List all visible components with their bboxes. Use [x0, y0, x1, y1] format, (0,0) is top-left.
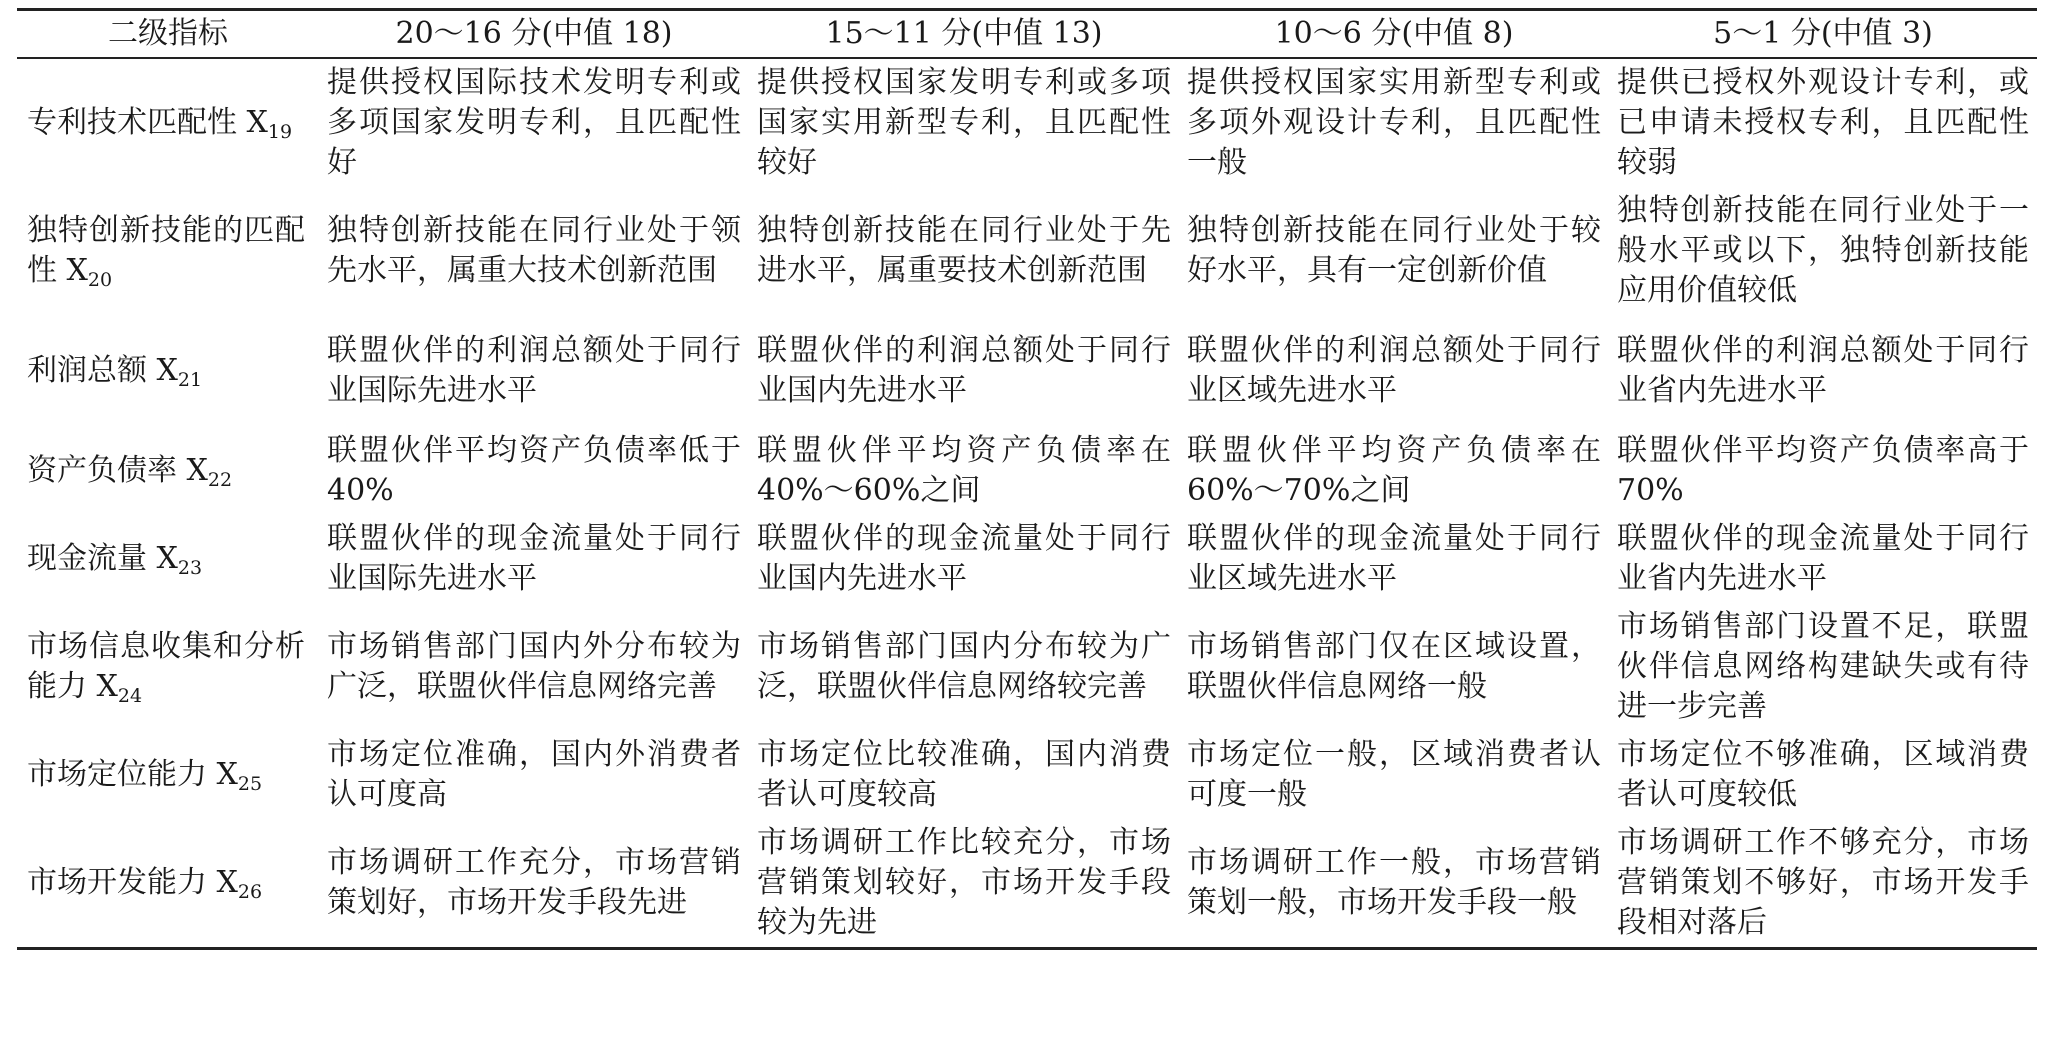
table-row	[17, 315, 2037, 427]
indicator-subscript: 26	[237, 881, 263, 903]
evaluation-table-container	[17, 8, 2037, 950]
table-row	[17, 427, 2037, 515]
table-row	[17, 58, 2037, 187]
table-row	[17, 187, 2037, 315]
indicator-cell	[17, 603, 319, 731]
indicator-cell	[17, 731, 319, 819]
criteria-cell: 市场调研工作充分，市场营销策划好，市场开发手段先进	[327, 845, 741, 920]
table-row	[17, 731, 2037, 819]
criteria-cell: 市场销售部门仅在区域设置，联盟伙伴信息网络一般	[1187, 629, 1601, 704]
table-row	[17, 819, 2037, 949]
indicator-label: 市场定位能力 X	[27, 757, 238, 792]
indicator-label: 市场开发能力 X	[27, 865, 238, 900]
criteria-cell: 提供授权国际技术发明专利或多项国家发明专利，且匹配性好	[327, 65, 741, 180]
criteria-cell: 市场调研工作比较充分，市场营销策划较好，市场开发手段较为先进	[757, 825, 1171, 940]
table-body	[17, 58, 2037, 949]
criteria-cell: 市场定位比较准确，国内消费者认可度较高	[757, 737, 1171, 812]
indicator-label: 利润总额 X	[27, 353, 178, 388]
criteria-cell: 联盟伙伴的利润总额处于同行业区域先进水平	[1187, 333, 1601, 408]
criteria-cell: 独特创新技能在同行业处于先进水平，属重要技术创新范围	[757, 213, 1171, 288]
criteria-cell: 联盟伙伴的现金流量处于同行业省内先进水平	[1617, 521, 2029, 596]
indicator-subscript: 25	[237, 773, 263, 795]
criteria-cell: 联盟伙伴的现金流量处于同行业国内先进水平	[757, 521, 1171, 596]
criteria-cell: 市场调研工作一般，市场营销策划一般，市场开发手段一般	[1187, 845, 1601, 920]
table-row	[17, 515, 2037, 603]
criteria-cell: 市场销售部门设置不足，联盟伙伴信息网络构建缺失或有待进一步完善	[1617, 609, 2029, 724]
indicator-cell	[17, 515, 319, 603]
indicator-label: 现金流量 X	[27, 541, 178, 576]
criteria-cell: 联盟伙伴平均资产负债率在 40%～60%之间	[757, 433, 1171, 508]
header-score-20-16: 20～16 分(中值 18)	[395, 16, 673, 51]
criteria-cell: 联盟伙伴平均资产负债率高于 70%	[1617, 433, 2029, 508]
criteria-cell: 联盟伙伴的利润总额处于同行业国内先进水平	[757, 333, 1171, 408]
indicator-subscript: 22	[207, 469, 233, 491]
header-score-5-1: 5～1 分(中值 3)	[1713, 16, 1933, 51]
indicator-subscript: 21	[177, 369, 203, 391]
criteria-cell: 提供授权国家实用新型专利或多项外观设计专利，且匹配性一般	[1187, 65, 1601, 180]
criteria-cell: 市场定位准确，国内外消费者认可度高	[327, 737, 741, 812]
criteria-cell: 市场调研工作不够充分，市场营销策划不够好，市场开发手段相对落后	[1617, 825, 2029, 940]
indicator-cell	[17, 819, 319, 949]
criteria-cell: 独特创新技能在同行业处于较好水平，具有一定创新价值	[1187, 213, 1601, 288]
indicator-cell	[17, 427, 319, 515]
criteria-cell: 独特创新技能在同行业处于一般水平或以下，独特创新技能应用价值较低	[1617, 193, 2029, 308]
criteria-cell: 联盟伙伴的现金流量处于同行业国际先进水平	[327, 521, 741, 596]
header-indicator: 二级指标	[108, 16, 228, 51]
indicator-cell	[17, 58, 319, 187]
criteria-cell: 市场定位不够准确，区域消费者认可度较低	[1617, 737, 2029, 812]
indicator-subscript: 24	[117, 685, 143, 707]
criteria-cell: 提供授权国家发明专利或多项国家实用新型专利，且匹配性较好	[757, 65, 1171, 180]
criteria-cell: 提供已授权外观设计专利，或已申请未授权专利，且匹配性较弱	[1617, 65, 2029, 180]
criteria-cell: 联盟伙伴的现金流量处于同行业区域先进水平	[1187, 521, 1601, 596]
criteria-cell: 独特创新技能在同行业处于领先水平，属重大技术创新范围	[327, 213, 741, 288]
criteria-cell: 市场销售部门国内分布较为广泛，联盟伙伴信息网络较完善	[757, 629, 1171, 704]
criteria-cell: 市场销售部门国内外分布较为广泛，联盟伙伴信息网络完善	[327, 629, 741, 704]
table-row	[17, 603, 2037, 731]
indicator-cell	[17, 315, 319, 427]
indicator-subscript: 23	[177, 557, 203, 579]
indicator-cell	[17, 187, 319, 315]
criteria-cell: 联盟伙伴平均资产负债率低于 40%	[327, 433, 741, 508]
criteria-cell: 市场定位一般，区域消费者认可度一般	[1187, 737, 1601, 812]
header-row	[17, 10, 2037, 59]
header-score-15-11: 15～11 分(中值 13)	[825, 16, 1103, 51]
criteria-cell: 联盟伙伴平均资产负债率在 60%～70%之间	[1187, 433, 1601, 508]
indicator-label: 专利技术匹配性 X	[27, 105, 268, 140]
indicator-subscript: 19	[267, 121, 293, 143]
indicator-label: 市场信息收集和分析能力 X	[27, 629, 305, 704]
indicator-subscript: 20	[87, 269, 113, 291]
criteria-cell: 联盟伙伴的利润总额处于同行业省内先进水平	[1617, 333, 2029, 408]
table-header	[17, 10, 2037, 59]
indicator-label: 资产负债率 X	[27, 453, 208, 488]
evaluation-criteria-table	[17, 8, 2037, 950]
criteria-cell: 联盟伙伴的利润总额处于同行业国际先进水平	[327, 333, 741, 408]
header-score-10-6: 10～6 分(中值 8)	[1274, 16, 1514, 51]
indicator-label: 独特创新技能的匹配性 X	[27, 213, 305, 288]
